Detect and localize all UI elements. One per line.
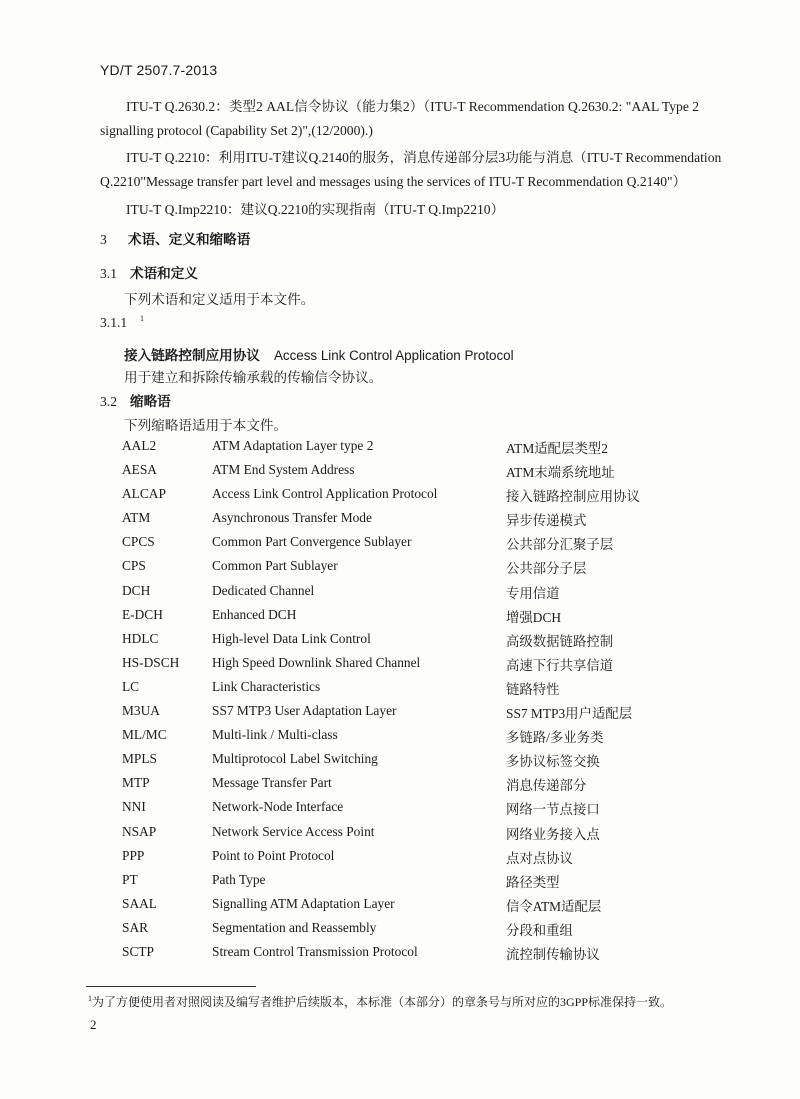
abbreviation-row — [120, 703, 680, 727]
abbreviation-code: AAL2 — [122, 438, 157, 453]
abbreviation-english: Link Characteristics — [212, 678, 321, 694]
abbreviation-chinese: 增强DCH — [506, 609, 562, 625]
section-3-1-intro: 下列术语和定义适用于本文件。 — [124, 292, 315, 307]
abbreviation-chinese: 高速下行共享信道 — [506, 657, 614, 673]
reference-q2630-2 — [100, 95, 740, 143]
abbreviation-row — [120, 534, 680, 558]
abbreviation-english: Multiprotocol Label Switching — [212, 751, 378, 767]
reference-line: signalling protocol (Capability Set 2)",(12/2000).) — [100, 123, 373, 138]
abbreviation-code: CPS — [122, 558, 146, 574]
abbreviation-english: ATM End System Address — [212, 462, 355, 478]
term-entry — [124, 344, 514, 364]
abbreviation-english: Network-Node Interface — [212, 799, 344, 815]
abbreviation-english: Enhanced DCH — [212, 606, 297, 622]
footnote-divider — [86, 986, 256, 987]
abbreviation-chinese: 链路特性 — [506, 681, 560, 697]
abbreviation-code: SCTP — [122, 943, 155, 959]
reference-q2210 — [100, 146, 740, 194]
abbreviation-row — [120, 848, 680, 872]
abbreviation-english: Signalling ATM Adaptation Layer — [212, 895, 395, 911]
abbreviation-code: LC — [122, 678, 140, 694]
abbreviation-table — [120, 438, 680, 968]
abbreviation-row — [120, 824, 680, 848]
abbreviation-english: ATM Adaptation Layer type 2 — [212, 438, 374, 453]
abbreviation-row — [120, 727, 680, 751]
section-3-heading — [100, 228, 250, 248]
abbreviation-row — [120, 655, 680, 679]
abbreviation-code: E-DCH — [122, 606, 163, 622]
abbreviation-chinese: 网络一节点接口 — [506, 802, 600, 818]
abbreviation-code: MTP — [122, 775, 150, 791]
abbreviation-row — [120, 462, 680, 486]
abbreviation-row — [120, 558, 680, 582]
section-title: 缩略语 — [130, 394, 171, 409]
section-3-2-intro: 下列缩略语适用于本文件。 — [124, 418, 288, 433]
abbreviation-chinese: ATM末端系统地址 — [506, 465, 615, 481]
abbreviation-english: Asynchronous Transfer Mode — [212, 510, 372, 526]
reference-line: ITU-T Q.2630.2：类型2 AAL信令协议（能力集2）（ITU-T Recommendation Q.2630.2: "AAL Type 2 — [126, 99, 700, 114]
abbreviation-row — [120, 583, 680, 607]
abbreviation-row — [120, 510, 680, 534]
abbreviation-code: CPCS — [122, 534, 155, 550]
section-3-1-1-heading — [100, 314, 144, 331]
abbreviation-code: HS-DSCH — [122, 654, 180, 670]
term-definition: 用于建立和拆除传输承载的传输信令协议。 — [124, 370, 383, 385]
footnote-mark: 1 — [88, 994, 92, 1003]
standard-id: YD/T 2507.7-2013 — [100, 62, 218, 78]
abbreviation-english: Path Type — [212, 871, 266, 887]
abbreviation-chinese: 分段和重组 — [506, 922, 573, 938]
section-number: 3.1.1 — [100, 314, 128, 330]
section-title: 术语和定义 — [130, 266, 198, 281]
abbreviation-code: DCH — [122, 582, 151, 598]
abbreviation-chinese: ATM适配层类型2 — [506, 441, 608, 456]
abbreviation-english: Point to Point Protocol — [212, 847, 335, 863]
section-number: 3.2 — [100, 394, 117, 409]
abbreviation-chinese: 高级数据链路控制 — [506, 633, 614, 649]
abbreviation-row — [120, 896, 680, 920]
abbreviation-english: Message Transfer Part — [212, 775, 332, 791]
abbreviation-english: High-level Data Link Control — [212, 630, 371, 646]
abbreviation-code: NNI — [122, 799, 146, 815]
abbreviation-row — [120, 607, 680, 631]
abbreviation-chinese: 接入链路控制应用协议 — [506, 489, 640, 505]
abbreviation-chinese: 异步传递模式 — [506, 513, 587, 529]
abbreviation-chinese: 专用信道 — [506, 585, 560, 601]
term-chinese: 接入链路控制应用协议 — [124, 348, 260, 363]
abbreviation-chinese: 公共部分汇聚子层 — [506, 537, 614, 553]
abbreviation-code: SAR — [122, 919, 149, 935]
reference-line: Q.2210"Message transfer part level and messages using the services of ITU-T Recommendation Q.2140"） — [100, 174, 687, 189]
abbreviation-code: HDLC — [122, 630, 159, 646]
abbreviation-code: PT — [122, 871, 138, 887]
abbreviation-english: Common Part Sublayer — [212, 558, 338, 574]
abbreviation-row — [120, 872, 680, 896]
abbreviation-chinese: 网络业务接入点 — [506, 826, 600, 842]
reference-q-imp2210: ITU-T Q.Imp2210：建议Q.2210的实现指南（ITU-T Q.Imp2210） — [126, 202, 505, 217]
abbreviation-code: ALCAP — [122, 486, 166, 502]
section-3-1-heading — [100, 262, 198, 282]
abbreviation-code: M3UA — [122, 703, 160, 719]
abbreviation-code: NSAP — [122, 823, 157, 839]
abbreviation-english: Access Link Control Application Protocol — [212, 486, 438, 502]
footnote-text: 为了方便使用者对照阅读及编写者维护后续版本，本标准（本部分）的章条号与所对应的3GPP标准保持一致。 — [92, 995, 673, 1009]
abbreviation-chinese: 信令ATM适配层 — [506, 898, 602, 914]
abbreviation-row — [120, 631, 680, 655]
abbreviation-english: High Speed Downlink Shared Channel — [212, 654, 421, 670]
abbreviation-code: SAAL — [122, 895, 157, 911]
reference-line: ITU-T Q.2210：利用ITU-T建议Q.2140的服务，消息传递部分层3功能与消息（ITU-T Recommendation — [126, 150, 722, 165]
abbreviation-english: Multi-link / Multi-class — [212, 727, 338, 743]
abbreviation-english: Common Part Convergence Sublayer — [212, 534, 412, 550]
abbreviation-english: Dedicated Channel — [212, 582, 315, 598]
abbreviation-row — [120, 920, 680, 944]
abbreviation-row — [120, 775, 680, 799]
abbreviation-chinese: 公共部分子层 — [506, 561, 587, 577]
abbreviation-row — [120, 486, 680, 510]
section-3-2-heading — [100, 390, 171, 410]
footnote — [88, 993, 672, 1010]
section-number: 3 — [100, 232, 107, 247]
section-number: 3.1 — [100, 266, 117, 281]
abbreviation-chinese: 消息传递部分 — [506, 778, 587, 794]
abbreviation-chinese: 流控制传输协议 — [506, 946, 600, 962]
abbreviation-code: AESA — [122, 462, 157, 478]
abbreviation-chinese: 多协议标签交换 — [506, 754, 600, 770]
abbreviation-chinese: 路径类型 — [506, 874, 560, 890]
term-english: Access Link Control Application Protocol — [273, 348, 514, 363]
abbreviation-row — [120, 751, 680, 775]
page-number: 2 — [90, 1017, 97, 1032]
abbreviation-row — [120, 799, 680, 823]
abbreviation-row — [120, 679, 680, 703]
section-title: 术语、定义和缩略语 — [128, 232, 251, 247]
abbreviation-english: Network Service Access Point — [212, 823, 375, 839]
abbreviation-row — [120, 944, 680, 968]
abbreviation-code: ML/MC — [122, 727, 167, 743]
abbreviation-row — [120, 438, 680, 462]
abbreviation-code: ATM — [122, 510, 151, 526]
abbreviation-code: MPLS — [122, 751, 157, 767]
abbreviation-english: Stream Control Transmission Protocol — [212, 943, 418, 959]
abbreviation-code: PPP — [122, 847, 145, 863]
abbreviation-chinese: SS7 MTP3用户适配层 — [506, 706, 633, 722]
footnote-ref: 1 — [140, 314, 144, 323]
abbreviation-english: SS7 MTP3 User Adaptation Layer — [212, 703, 397, 719]
abbreviation-english: Segmentation and Reassembly — [212, 919, 377, 935]
abbreviation-chinese: 多链路/多业务类 — [506, 730, 604, 746]
abbreviation-chinese: 点对点协议 — [506, 850, 573, 866]
